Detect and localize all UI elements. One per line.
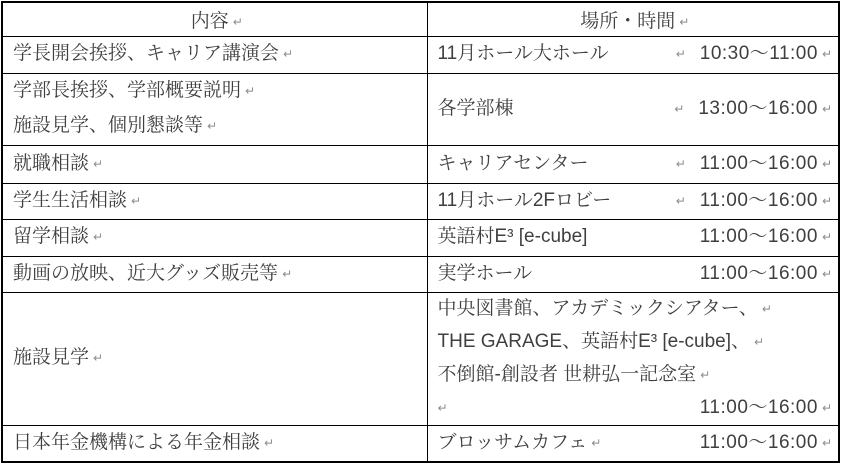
paragraph-mark-icon: ↵ bbox=[207, 119, 218, 133]
paragraph-mark-icon: ↵ bbox=[821, 101, 832, 116]
table-row bbox=[2, 73, 839, 145]
place-time-line bbox=[438, 148, 833, 181]
content-text: 学部長挨拶、学部概要説明 bbox=[13, 80, 242, 101]
place-name: 不倒館-創設者 世耕弘一記念室 bbox=[437, 363, 697, 385]
header-place-time-cell bbox=[427, 2, 839, 36]
place-group bbox=[438, 148, 589, 180]
paragraph-mark-icon: ↵ bbox=[591, 435, 602, 450]
content-text: 施設見学 bbox=[13, 347, 90, 368]
content-text: 留学相談 bbox=[13, 226, 90, 247]
content-cell bbox=[2, 425, 427, 462]
place-group bbox=[438, 221, 588, 253]
content-line bbox=[13, 184, 421, 219]
content-line bbox=[13, 109, 421, 144]
place-name: 実学ホール bbox=[437, 262, 533, 284]
paragraph-mark-icon: ↵ bbox=[283, 47, 294, 61]
content-line bbox=[13, 220, 421, 255]
time-value: 13:00〜16:00 bbox=[698, 97, 818, 119]
header-content-cell bbox=[2, 2, 427, 36]
place-time-line bbox=[438, 221, 833, 254]
place-time-cell bbox=[427, 425, 839, 462]
paragraph-mark-icon: ↵ bbox=[282, 266, 293, 281]
time-group bbox=[674, 93, 832, 126]
content-text: 施設見学、個別懇談等 bbox=[13, 115, 204, 136]
place-time-cell bbox=[427, 292, 839, 425]
time-value: 10:30〜11:00 bbox=[699, 43, 818, 64]
place-time-cell bbox=[427, 256, 839, 292]
place-name: 11月ホール2Fロビー bbox=[437, 189, 612, 211]
place-group bbox=[438, 258, 533, 290]
paragraph-mark-icon: ↵ bbox=[675, 193, 686, 208]
place-name: 中央図書館、アカデミックシアター、 bbox=[437, 297, 758, 319]
place-time-line bbox=[438, 38, 833, 71]
paragraph-mark-icon: ↵ bbox=[437, 400, 448, 415]
paragraph-mark-icon: ↵ bbox=[821, 193, 832, 208]
table-row bbox=[2, 425, 839, 462]
time-group bbox=[676, 185, 832, 218]
content-text: 学生生活相談 bbox=[13, 189, 128, 211]
paragraph-mark-icon: ↵ bbox=[761, 301, 772, 316]
time-value: 11:00〜16:00 bbox=[699, 262, 818, 284]
content-text: 就職相談 bbox=[13, 152, 90, 174]
place-name: 各学部棟 bbox=[437, 97, 514, 119]
place-time-line bbox=[438, 185, 833, 218]
paragraph-mark-icon: ↵ bbox=[93, 156, 104, 171]
paragraph-mark-icon: ↵ bbox=[131, 193, 142, 208]
content-text: 学長開会挨拶、キャリア講演会 bbox=[13, 43, 280, 64]
place-line bbox=[438, 293, 833, 326]
place-group bbox=[438, 185, 612, 217]
paragraph-mark-icon: ↵ bbox=[93, 351, 104, 365]
paragraph-mark-icon: ↵ bbox=[232, 14, 243, 29]
time-value: 11:00〜16:00 bbox=[699, 226, 818, 247]
place-time-line bbox=[438, 93, 833, 126]
table-row bbox=[2, 219, 839, 256]
paragraph-mark-icon: ↵ bbox=[675, 47, 686, 61]
paragraph-mark-icon: ↵ bbox=[821, 156, 832, 171]
time-group bbox=[676, 38, 832, 71]
content-text: 動画の放映、近大グッズ販売等 bbox=[13, 262, 279, 284]
table-row bbox=[2, 292, 839, 425]
content-cell bbox=[2, 73, 427, 145]
place-group bbox=[438, 38, 609, 70]
place-time-cell bbox=[427, 145, 839, 183]
header-row bbox=[2, 2, 839, 36]
table-row bbox=[2, 36, 839, 73]
table-row bbox=[2, 145, 839, 183]
content-line bbox=[13, 74, 421, 109]
content-cell bbox=[2, 256, 427, 292]
place-group bbox=[438, 427, 602, 460]
time-group bbox=[700, 427, 832, 460]
paragraph-mark-icon: ↵ bbox=[821, 435, 832, 450]
header-place-time-label: 場所・時間 bbox=[580, 10, 676, 32]
place-name: 11月ホール大ホール bbox=[437, 43, 609, 64]
place-time-cell bbox=[427, 73, 839, 145]
time-group bbox=[700, 258, 832, 291]
content-cell bbox=[2, 36, 427, 73]
place-time-cell bbox=[427, 36, 839, 73]
paragraph-mark-icon: ↵ bbox=[821, 47, 832, 61]
paragraph-mark-icon: ↵ bbox=[93, 230, 104, 244]
time-value: 11:00〜16:00 bbox=[699, 396, 818, 418]
place-time-cell bbox=[427, 219, 839, 256]
place-time-line bbox=[438, 427, 833, 460]
time-value: 11:00〜16:00 bbox=[699, 152, 818, 174]
header-content-label: 内容 bbox=[190, 10, 229, 32]
content-line bbox=[13, 257, 421, 292]
content-text: 日本年金機構による年金相談 bbox=[13, 431, 261, 453]
place-time-line bbox=[438, 258, 833, 291]
table-row bbox=[2, 256, 839, 292]
content-line bbox=[13, 426, 421, 461]
time-value: 11:00〜16:00 bbox=[699, 189, 818, 211]
content-cell bbox=[2, 219, 427, 256]
paragraph-mark-icon: ↵ bbox=[679, 14, 690, 29]
time-value: 11:00〜16:00 bbox=[699, 431, 818, 453]
paragraph-mark-icon: ↵ bbox=[674, 101, 685, 116]
place-line bbox=[438, 359, 833, 392]
time-line bbox=[438, 392, 833, 425]
content-line bbox=[13, 147, 421, 182]
place-line bbox=[438, 326, 833, 359]
time-group bbox=[700, 392, 832, 425]
paragraph-mark-icon: ↵ bbox=[754, 334, 765, 349]
schedule-table bbox=[1, 1, 840, 463]
place-time-cell bbox=[427, 183, 839, 219]
paragraph-mark-icon: ↵ bbox=[700, 367, 711, 382]
place-name: THE GARAGE、英語村E³ [e-cube]、 bbox=[437, 330, 751, 352]
paragraph-mark-icon: ↵ bbox=[821, 400, 832, 415]
place-name: キャリアセンター bbox=[437, 152, 589, 174]
content-cell bbox=[2, 145, 427, 183]
paragraph-mark-icon: ↵ bbox=[821, 266, 832, 281]
time-group bbox=[700, 221, 832, 254]
place-group bbox=[438, 93, 514, 125]
paragraph-mark-icon: ↵ bbox=[675, 156, 686, 171]
content-cell bbox=[2, 292, 427, 425]
content-line bbox=[13, 37, 421, 72]
time-group bbox=[676, 148, 832, 181]
place-name: ブロッサムカフェ bbox=[437, 431, 588, 453]
paragraph-mark-icon: ↵ bbox=[264, 435, 275, 450]
table-row bbox=[2, 183, 839, 219]
paragraph-mark-icon: ↵ bbox=[245, 84, 256, 98]
place-name: 英語村E³ [e-cube] bbox=[437, 226, 588, 247]
content-line bbox=[13, 341, 421, 376]
content-cell bbox=[2, 183, 427, 219]
paragraph-mark-icon: ↵ bbox=[821, 230, 832, 244]
